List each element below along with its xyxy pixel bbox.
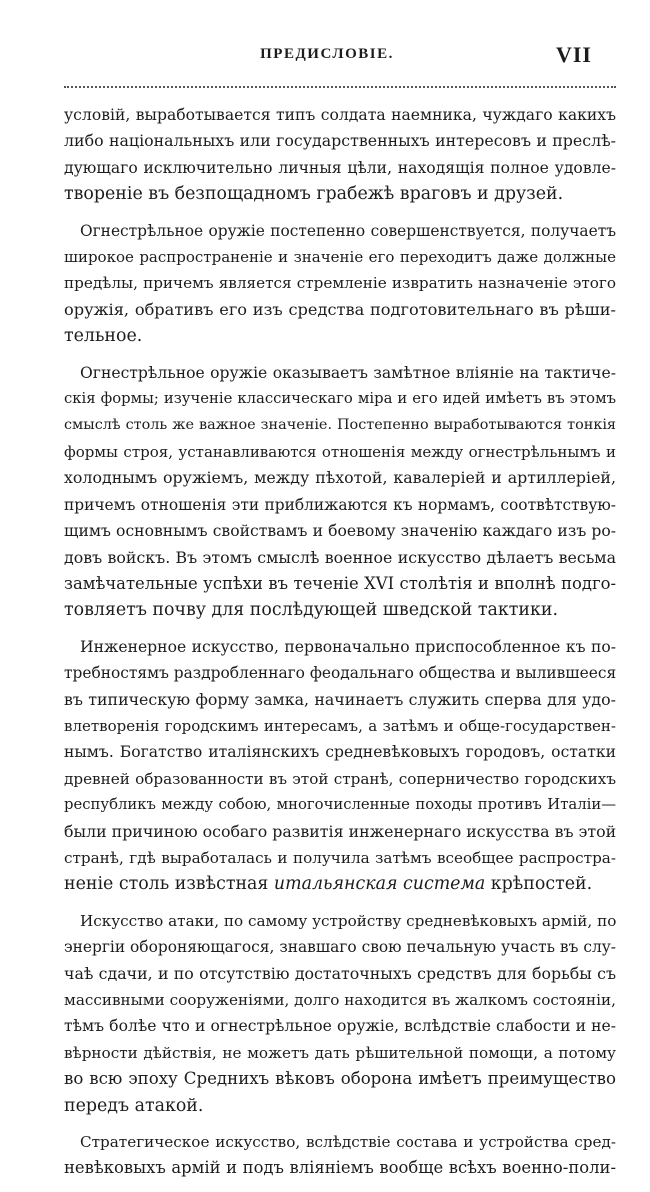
text-line: Стратегическое искусство, вслѣдствіе состава и устройства сред-	[80, 1133, 616, 1152]
text-line: товляетъ почву для послѣдующей шведской тактики.	[64, 600, 558, 621]
text-line: чаѣ сдачи, и по отсутствію достаточныхъ средствъ для борьбы съ	[64, 963, 616, 983]
text-line: смыслѣ столь же важное значеніе. Постепенно выработываются тонкія	[64, 417, 616, 434]
text-line: холоднымъ оружіемъ, между пѣхотой, кавалеріей и артиллеріей,	[64, 468, 616, 488]
dotted-rule	[64, 86, 616, 88]
text-line: вѣрности дѣйствія, не можетъ дать рѣшительной помощи, а потому	[64, 1043, 616, 1062]
text-line: древней образованности въ этой странѣ, соперничество городскихъ	[64, 769, 616, 788]
text-line: замѣчательные успѣхи въ теченіе XVI столѣтія и вполнѣ подго-	[64, 573, 616, 593]
text-line: тельное.	[64, 326, 143, 347]
text-line: республикъ между собою, многочисленные походы противъ Италіи—	[64, 796, 616, 814]
text-line: Инженерное искусство, первоначально приспособленное къ по-	[80, 637, 616, 656]
text-line: были причиною особаго развитія инженернаго искусства въ этой	[64, 821, 617, 841]
paragraph	[64, 218, 616, 350]
text-line	[64, 871, 616, 897]
italic-term: итальянская система	[273, 874, 486, 895]
text-line: твореніе въ безпощадномъ грабежѣ враговъ и друзей.	[64, 184, 564, 205]
text-line: либо національныхъ или государственныхъ интересовъ и преслѣ-	[64, 131, 616, 151]
paragraph	[64, 360, 616, 624]
text-line: скія формы; изученіе классическаго міра и его идей имѣетъ въ этомъ	[64, 390, 616, 408]
text-line: причемъ отношенія эти приближаются къ нормамъ, соотвѣтствую-	[64, 495, 616, 514]
text-line: влетворенія городскимъ интересамъ, а затѣмъ и обще-государствен-	[64, 716, 616, 735]
running-head-title: ПРЕДИСЛОВІЕ.	[260, 46, 394, 62]
text-line: нымъ. Богатство италіянскихъ средневѣковыхъ городовъ, остатки	[64, 743, 616, 762]
text-line: во всю эпоху Среднихъ вѣковъ оборона имѣетъ преимущество	[64, 1069, 616, 1089]
text-line: массивными сооруженіями, долго находится въ жалкомъ состояніи,	[64, 991, 616, 1009]
text-fragment: крѣпостей.	[485, 874, 593, 895]
text-line: Огнестрѣльное оружіе оказываетъ замѣтное вліяніе на тактиче-	[80, 363, 616, 382]
text-line: Искусство атаки, по самому устройству средневѣковыхъ армій, по	[80, 911, 617, 930]
text-fragment: неніе столь извѣстная	[64, 874, 274, 895]
text-line: дующаго исключительно личныя цѣли, находящія полное удовле-	[64, 158, 616, 177]
text-line: передъ атакой.	[64, 1095, 204, 1116]
text-line: предѣлы, причемъ является стремленіе извратить назначеніе этого	[64, 274, 616, 293]
paragraph	[64, 634, 616, 898]
paragraph	[64, 102, 616, 208]
text-line: щимъ основнымъ свойствамъ и боевому значенію каждаго изъ ро-	[64, 522, 616, 541]
text-line: формы строя, устанавливаются отношенія между огнестрѣльнымъ и	[64, 442, 616, 461]
text-line: условій, выработывается типъ солдата наемника, чуждаго какихъ	[64, 106, 616, 124]
paragraph	[64, 908, 616, 1119]
text-line: въ типическую форму замка, начинаетъ служить сперва для удо-	[64, 689, 616, 709]
text-line: широкое распространеніе и значеніе его переходитъ даже должные	[64, 248, 616, 267]
page-number: VII	[555, 42, 592, 67]
text-line: тѣмъ болѣе что и огнестрѣльное оружіе, вслѣдствіе слабости и не-	[64, 1017, 616, 1036]
text-line: Огнестрѣльное оружіе постепенно совершенствуется, получаетъ	[80, 221, 616, 240]
text-line: оружія, обративъ его изъ средства подготовительнаго въ рѣши-	[64, 299, 616, 319]
text-line: странѣ, гдѣ выработалась и получила затѣмъ всеобщее распростра-	[64, 848, 616, 867]
text-line: невѣковыхъ армій и подъ вліяніемъ вообще всѣхъ военно-поли-	[64, 1158, 616, 1178]
paragraph	[64, 1129, 616, 1182]
text-line: требностямъ раздробленнаго феодальнаго общества и вылившееся	[64, 664, 617, 683]
body-text	[64, 102, 616, 1192]
running-head	[62, 42, 592, 72]
text-line: довъ войскъ. Въ этомъ смыслѣ военное искусство дѣлаетъ весьма	[64, 547, 616, 567]
text-line: энергіи обороняющагося, знавшаго свою печальную участь въ слу-	[64, 938, 616, 957]
